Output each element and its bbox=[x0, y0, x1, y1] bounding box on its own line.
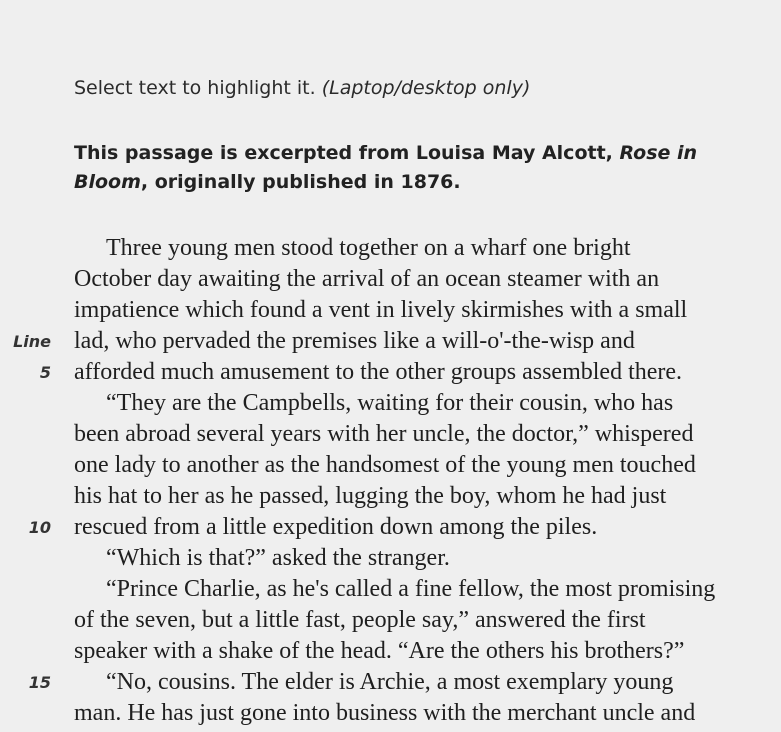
passage-line[interactable] bbox=[0, 574, 781, 605]
passage-line[interactable] bbox=[0, 357, 781, 388]
line-text[interactable]: afforded much amusement to the other groups assembled there. bbox=[74, 359, 683, 385]
line-text[interactable]: man. He has just gone into business with the merchant uncle and bbox=[74, 700, 696, 726]
instruction-note: (Laptop/desktop only) bbox=[321, 77, 531, 99]
passage-line[interactable] bbox=[0, 512, 781, 543]
intro-book-title: Rose in Bloom bbox=[74, 142, 698, 193]
line-text[interactable]: “They are the Campbells, waiting for their cousin, who has bbox=[106, 390, 674, 416]
line-text[interactable]: lad, who pervaded the premises like a will-o'-the-wisp and bbox=[74, 328, 635, 354]
passage-line[interactable] bbox=[0, 388, 781, 419]
intro-prefix: This passage is excerpted from Louisa May Alcott, bbox=[74, 142, 613, 164]
passage-text[interactable] bbox=[0, 233, 781, 729]
line-text[interactable]: “No, cousins. The elder is Archie, a most exemplary young bbox=[106, 669, 674, 695]
line-number: 5 bbox=[39, 363, 51, 382]
line-text[interactable]: of the seven, but a little fast, people say,” answered the first bbox=[74, 607, 646, 633]
passage-line[interactable] bbox=[0, 233, 781, 264]
instruction-text: Select text to highlight it. bbox=[74, 77, 316, 99]
line-number: Line bbox=[13, 332, 51, 351]
line-text[interactable]: one lady to another as the handsomest of the young men touched bbox=[74, 452, 696, 478]
line-text[interactable]: been abroad several years with her uncle, the doctor,” whispered bbox=[74, 421, 694, 447]
highlight-instruction bbox=[74, 74, 530, 102]
intro-suffix: , originally published in 1876. bbox=[140, 171, 461, 193]
passage-line[interactable] bbox=[0, 698, 781, 729]
line-text[interactable]: October day awaiting the arrival of an ocean steamer with an bbox=[74, 266, 660, 292]
passage-line[interactable] bbox=[0, 481, 781, 512]
passage-line[interactable] bbox=[0, 295, 781, 326]
passage-line[interactable] bbox=[0, 450, 781, 481]
line-number: 15 bbox=[28, 673, 51, 692]
passage-line[interactable] bbox=[0, 667, 781, 698]
passage-line[interactable] bbox=[0, 326, 781, 357]
line-text[interactable]: rescued from a little expedition down among the piles. bbox=[74, 514, 598, 540]
passage-line[interactable] bbox=[0, 419, 781, 450]
passage-line[interactable] bbox=[0, 264, 781, 295]
line-number: 10 bbox=[28, 518, 51, 537]
line-text[interactable]: Three young men stood together on a wharf one bright bbox=[106, 235, 631, 261]
line-text[interactable]: his hat to her as he passed, lugging the boy, whom he had just bbox=[74, 483, 667, 509]
line-text[interactable]: “Which is that?” asked the stranger. bbox=[106, 545, 450, 571]
line-text[interactable]: speaker with a shake of the head. “Are the others his brothers?” bbox=[74, 638, 685, 664]
line-text[interactable]: “Prince Charlie, as he's called a fine fellow, the most promising bbox=[106, 576, 716, 602]
passage-line[interactable] bbox=[0, 605, 781, 636]
line-text[interactable]: impatience which found a vent in lively skirmishes with a small bbox=[74, 297, 688, 323]
passage-line[interactable] bbox=[0, 636, 781, 667]
passage-line[interactable] bbox=[0, 543, 781, 574]
passage-intro bbox=[74, 139, 754, 197]
